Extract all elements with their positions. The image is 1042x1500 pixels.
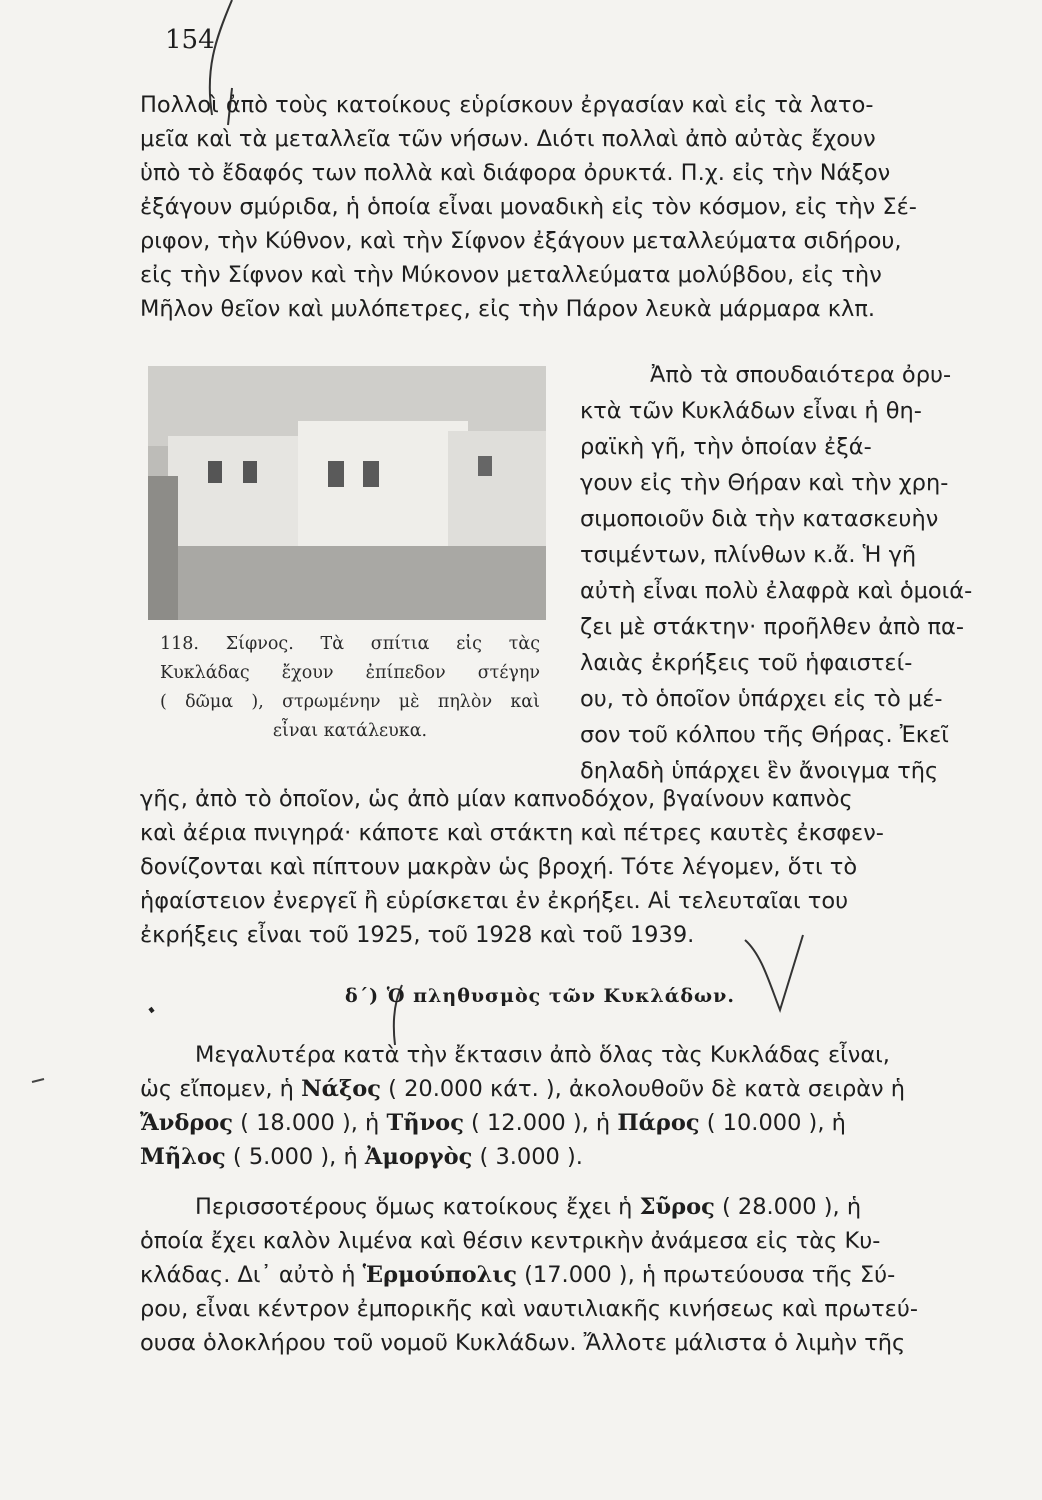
caption-line: 118. Σίφνος. Τὰ σπίτια εἰς τὰς	[160, 634, 540, 654]
text-line: τσιμέντων, πλίνθων κ.ἄ. Ἡ γῆ	[580, 542, 917, 568]
text-line: Ἀπὸ τὰ σπουδαιότερα ὀρυ-	[650, 362, 952, 388]
text-run: ( 18.000 ), ἡ	[233, 1110, 387, 1136]
text-line: σιμοποιοῦν διὰ τὴν κατασκευὴν	[580, 506, 939, 532]
text-line: δονίζονται καὶ πίπτουν μακρὰν ὡς βροχή. Τότε λέγομεν, ὅτι τὸ	[140, 854, 858, 880]
text-run: Περισσοτέρους ὅμως κατοίκους ἔχει ἡ	[195, 1194, 640, 1220]
text-line: ὑπὸ τὸ ἔδαφός των πολλὰ καὶ διάφορα ὀρυκτά. Π.χ. εἰς τὴν Νάξον	[140, 160, 891, 186]
text-line: γῆς, ἀπὸ τὸ ὁποῖον, ὡς ἀπὸ μίαν καπνοδόχον, βγαίνουν καπνὸς	[140, 786, 853, 812]
text-line: Μεγαλυτέρα κατὰ τὴν ἔκτασιν ἀπὸ ὅλας τὰς Κυκλάδας εἶναι,	[195, 1042, 890, 1068]
text-line: ου, τὸ ὁποῖον ὑπάρχει εἰς τὸ μέ-	[580, 686, 943, 712]
text-line	[140, 1142, 1020, 1172]
text-line: ὁποία ἔχει καλὸν λιμένα καὶ θέσιν κεντρικὴν ἀνάμεσα εἰς τὰς Κυ-	[140, 1228, 881, 1254]
text-line: Μῆλον θεῖον καὶ μυλόπετρες, εἰς τὴν Πάρον λευκὰ μάρμαρα κλπ.	[140, 296, 876, 322]
text-line: ἐξάγουν σμύριδα, ἡ ὁποία εἶναι μοναδικὴ εἰς τὸν κόσμον, εἰς τὴν Σέ-	[140, 194, 917, 220]
sifnos-houses-photo	[148, 366, 546, 620]
text-line: γουν εἰς τὴν Θήραν καὶ τὴν χρη-	[580, 470, 949, 496]
text-run: (17.000 ), ἡ πρωτεύουσα τῆς Σύ-	[517, 1262, 896, 1288]
text-line: καὶ ἀέρια πνιγηρά· κάποτε καὶ στάκτη καὶ πέτρες καυτὲς ἐκσφεν-	[140, 820, 884, 846]
text-line: αὐτὴ εἶναι πολὺ ἐλαφρὰ καὶ ὁμοιά-	[580, 578, 973, 604]
text-line	[140, 1260, 1020, 1290]
section-heading: δ΄) Ὁ πληθυσμὸς τῶν Κυκλάδων.	[345, 985, 735, 1007]
text-run: ( 5.000 ), ἡ	[225, 1144, 365, 1170]
caption-line: ( δῶμα ), στρωμένην μὲ πηλὸν καὶ	[160, 692, 540, 712]
text-line: ριφον, τὴν Κύθνον, καὶ τὴν Σίφνον ἐξάγουν μεταλλεύματα σιδήρου,	[140, 228, 902, 254]
island-name: Ἄνδρος	[140, 1110, 233, 1136]
text-line: λαιὰς ἐκρήξεις τοῦ ἡφαιστεί-	[580, 650, 913, 676]
text-line	[140, 1074, 1020, 1104]
text-line: μεῖα καὶ τὰ μεταλλεῖα τῶν νήσων. Διότι πολλαὶ ἀπὸ αὐτὰς ἔχουν	[140, 126, 876, 152]
island-name: Νάξος	[301, 1076, 381, 1102]
text-line: κτὰ τῶν Κυκλάδων εἶναι ἡ θη-	[580, 398, 922, 424]
text-line	[195, 1192, 995, 1222]
page-number: 154	[165, 25, 215, 55]
text-run: ( 12.000 ), ἡ	[463, 1110, 618, 1136]
text-line: εἰς τὴν Σίφνον καὶ τὴν Μύκονον μεταλλεύματα μολύβδου, εἰς τὴν	[140, 262, 882, 288]
text-line: ἡφαίστειον ἐνεργεῖ ἢ εὑρίσκεται ἐν ἐκρήξει. Αἱ τελευταῖαι του	[140, 888, 849, 914]
text-line: ραϊκὴ γῆ, τὴν ὁποίαν ἐξά-	[580, 434, 872, 460]
island-name: Τῆνος	[386, 1110, 464, 1136]
caption-line: εἶναι κατάλευκα.	[272, 721, 428, 741]
text-run: ( 3.000 ).	[472, 1144, 583, 1170]
island-name: Μῆλος	[140, 1144, 226, 1170]
text-line: ουσα ὁλοκλήρου τοῦ νομοῦ Κυκλάδων. Ἄλλοτε μάλιστα ὁ λιμὴν τῆς	[140, 1330, 906, 1356]
text-line: Πολλοὶ ἀπὸ τοὺς κατοίκους εὑρίσκουν ἐργασίαν καὶ εἰς τὰ λατο-	[140, 92, 874, 118]
photo-caption	[160, 630, 540, 746]
text-run: ( 10.000 ), ἡ	[699, 1110, 846, 1136]
text-line: σον τοῦ κόλπου τῆς Θήρας. Ἐκεῖ	[580, 722, 949, 748]
text-line	[140, 1108, 1020, 1138]
text-run: ὡς εἴπομεν, ἡ	[140, 1076, 302, 1102]
text-line: δηλαδὴ ὑπάρχει ἓν ἄνοιγμα τῆς	[580, 758, 939, 784]
island-name: Πάρος	[617, 1110, 700, 1136]
caption-line: Κυκλάδας ἔχουν ἐπίπεδον στέγην	[160, 663, 540, 683]
text-line: ζει μὲ στάκτην· προῆλθεν ἀπὸ πα-	[580, 614, 964, 640]
text-line: ρου, εἶναι κέντρον ἐμπορικῆς καὶ ναυτιλιακῆς κινήσεως καὶ πρωτεύ-	[140, 1296, 918, 1322]
text-run: κλάδας. Δι᾽ αὐτὸ ἡ	[140, 1262, 363, 1288]
text-run: ( 28.000 ), ἡ	[714, 1194, 862, 1220]
city-name: Ἑρμούπολις	[362, 1262, 517, 1288]
island-name: Σῦρος	[639, 1194, 715, 1220]
text-line: ἐκρήξεις εἶναι τοῦ 1925, τοῦ 1928 καὶ τοῦ 1939.	[140, 922, 695, 948]
text-run: ( 20.000 κάτ. ), ἀκολουθοῦν δὲ κατὰ σειρὰν ἡ	[380, 1076, 906, 1102]
island-name: Ἀμοργὸς	[364, 1144, 473, 1170]
